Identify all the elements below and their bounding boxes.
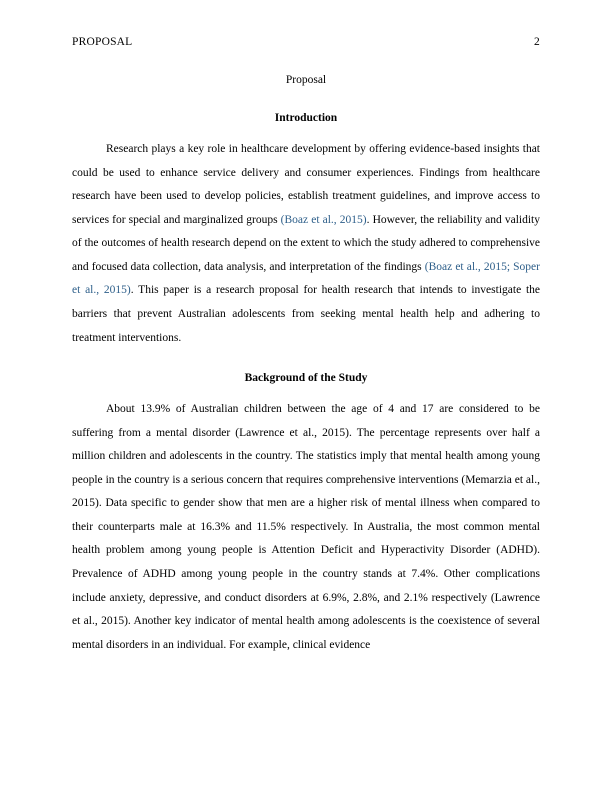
page-title: Proposal [285,74,327,86]
page-header [72,36,540,48]
text-run: Research plays a key role in healthcare development by offering evidence-based insights that could be used to enhance service delivery and consumer experiences. Findings from healthcare research have been used to develop policies, establish treatment guidelines, and improve access to services for special and marginalized groups [72,143,540,226]
citation-reference: (Boaz et al., 2015; Soper et al., 2015) [72,260,540,297]
paragraph-introduction [72,138,540,350]
running-head-label: PROPOSAL [72,36,133,48]
section-heading-introduction: Introduction [274,112,338,124]
paragraph-background [72,398,540,657]
citation-reference: (Boaz et al., 2015) [280,213,367,226]
text-run: About 13.9% of Australian children between the age of 4 and 17 are considered to be suffering from a mental disorder (Lawrence et al., 2015). The percentage represents over half a million children and adolescents in the country. The statistics imply that mental health among young people in the country is a serious concern that requires comprehensive interventions (Memarzia et al., 2015). Data specific to gender show that men are a higher risk of mental illness when compared to their counterparts male at 16.3% and 11.5% respectively. In Australia, the most common mental health problem among young people is Attention Deficit and Hyperactivity Disorder (ADHD). Prevalence of ADHD among young people in the country stands at 7.4%. Other complications include anxiety, depressive, and conduct disorders at 6.9%, 2.8%, and 2.1% respectively (Lawrence et al., 2015). Another key indicator of mental health among adolescents is the coexistence of several mental disorders in an individual. For example, clinical evidence [72,403,540,651]
section-heading-background: Background of the Study [244,372,368,385]
text-run: . This paper is a research proposal for health research that intends to investigate the barriers that prevent Australian adolescents from seeking mental health help and adhering to treatment interventions. [72,284,540,344]
text-run: . However, the reliability and validity of the outcomes of health research depend on the extent to which the study adhered to comprehensive and focused data collection, data analysis, and interpretation of the findings [72,213,540,273]
page-number: 2 [534,36,540,48]
